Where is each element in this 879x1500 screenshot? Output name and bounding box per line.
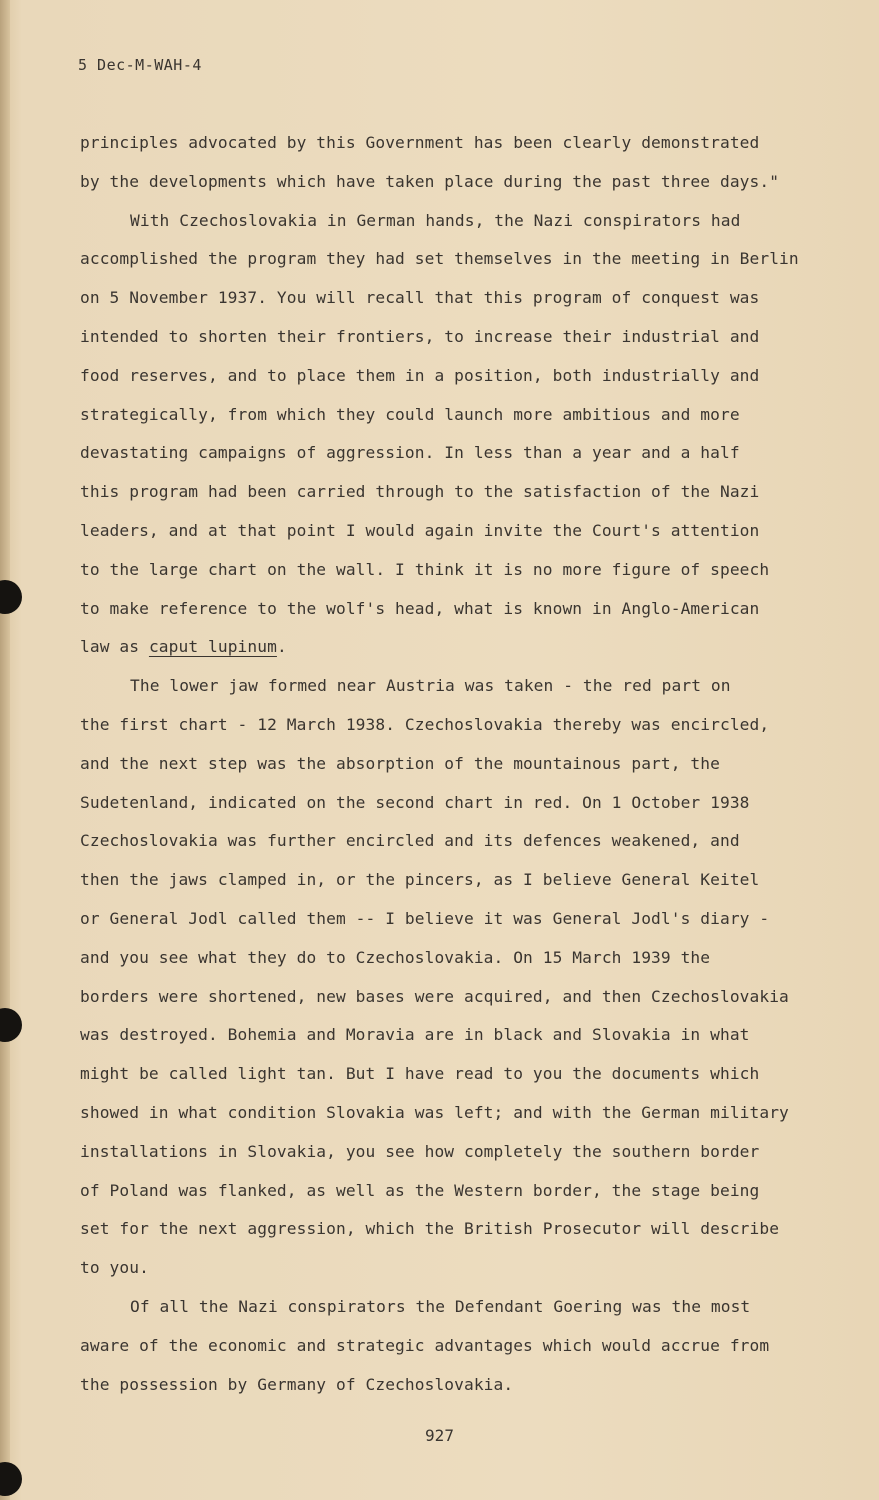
text-line: principles advocated by this Government has been clearly demonstrated — [80, 133, 760, 152]
text-line: strategically, from which they could launch more ambitious and more — [80, 404, 740, 424]
text-line: of Poland was flanked, as well as the Western border, the stage being — [80, 1180, 760, 1200]
text-line: law as caput lupinum. — [80, 637, 287, 657]
text-line: the possession by Germany of Czechoslovakia. — [80, 1374, 514, 1394]
text-line: borders were shortened, new bases were acquired, and then Czechoslovakia — [80, 986, 789, 1006]
text-line: leaders, and at that point I would again invite the Court's attention — [80, 520, 760, 540]
text-line: set for the next aggression, which the British Prosecutor will describe — [80, 1219, 780, 1239]
text-line: to you. — [80, 1258, 149, 1278]
text-line: or General Jodl called them -- I believe it was General Jodl's diary - — [80, 908, 770, 928]
text-line: might be called light tan. But I have read to you the documents which — [80, 1064, 760, 1084]
text-fragment: law as — [80, 637, 140, 657]
text-line: installations in Slovakia, you see how completely the southern border — [80, 1141, 760, 1161]
page-number: 927 — [425, 1426, 454, 1445]
text-line: devastating campaigns of aggression. In less than a year and a half — [80, 443, 740, 463]
text-line: and you see what they do to Czechoslovakia. On 15 March 1939 the — [80, 947, 711, 967]
text-line: was destroyed. Bohemia and Moravia are in black and Slovakia in what — [80, 1025, 750, 1045]
text-line: and the next step was the absorption of the mountainous part, the — [80, 753, 720, 773]
text-line: food reserves, and to place them in a position, both industrially and — [80, 365, 760, 385]
text-line: With Czechoslovakia in German hands, the Nazi conspirators had — [130, 210, 741, 230]
text-line: intended to shorten their frontiers, to increase their industrial and — [80, 326, 760, 346]
text-line: this program had been carried through to the satisfaction of the Nazi — [80, 482, 760, 502]
page-header-reference: 5 Dec-M-WAH-4 — [78, 56, 202, 74]
text-line: Of all the Nazi conspirators the Defendant Goering was the most — [130, 1296, 751, 1316]
document-body — [80, 124, 800, 1404]
text-line: showed in what condition Slovakia was left; and with the German military — [80, 1102, 789, 1122]
underlined-phrase: caput lupinum — [148, 637, 277, 657]
page-edge — [0, 0, 10, 1500]
text-line: to the large chart on the wall. I think it is no more figure of speech — [80, 559, 770, 579]
binder-hole — [0, 1462, 22, 1496]
binder-hole — [0, 580, 22, 614]
text-line: then the jaws clamped in, or the pincers, as I believe General Keitel — [80, 870, 760, 890]
text-line: The lower jaw formed near Austria was taken - the red part on — [130, 676, 731, 696]
text-line: by the developments which have taken place during the past three days." — [80, 171, 780, 191]
text-line: the first chart - 12 March 1938. Czechoslovakia thereby was encircled, — [80, 714, 770, 734]
text-line: Czechoslovakia was further encircled and its defences weakened, and — [80, 831, 740, 851]
text-line: to make reference to the wolf's head, what is known in Anglo-American — [80, 598, 760, 618]
text-line: accomplished the program they had set themselves in the meeting in Berlin — [80, 249, 799, 269]
binder-hole — [0, 1008, 22, 1042]
text-line: on 5 November 1937. You will recall that this program of conquest was — [80, 288, 760, 308]
text-line: aware of the economic and strategic advantages which would accrue from — [80, 1335, 770, 1355]
text-line: Sudetenland, indicated on the second chart in red. On 1 October 1938 — [80, 792, 750, 812]
